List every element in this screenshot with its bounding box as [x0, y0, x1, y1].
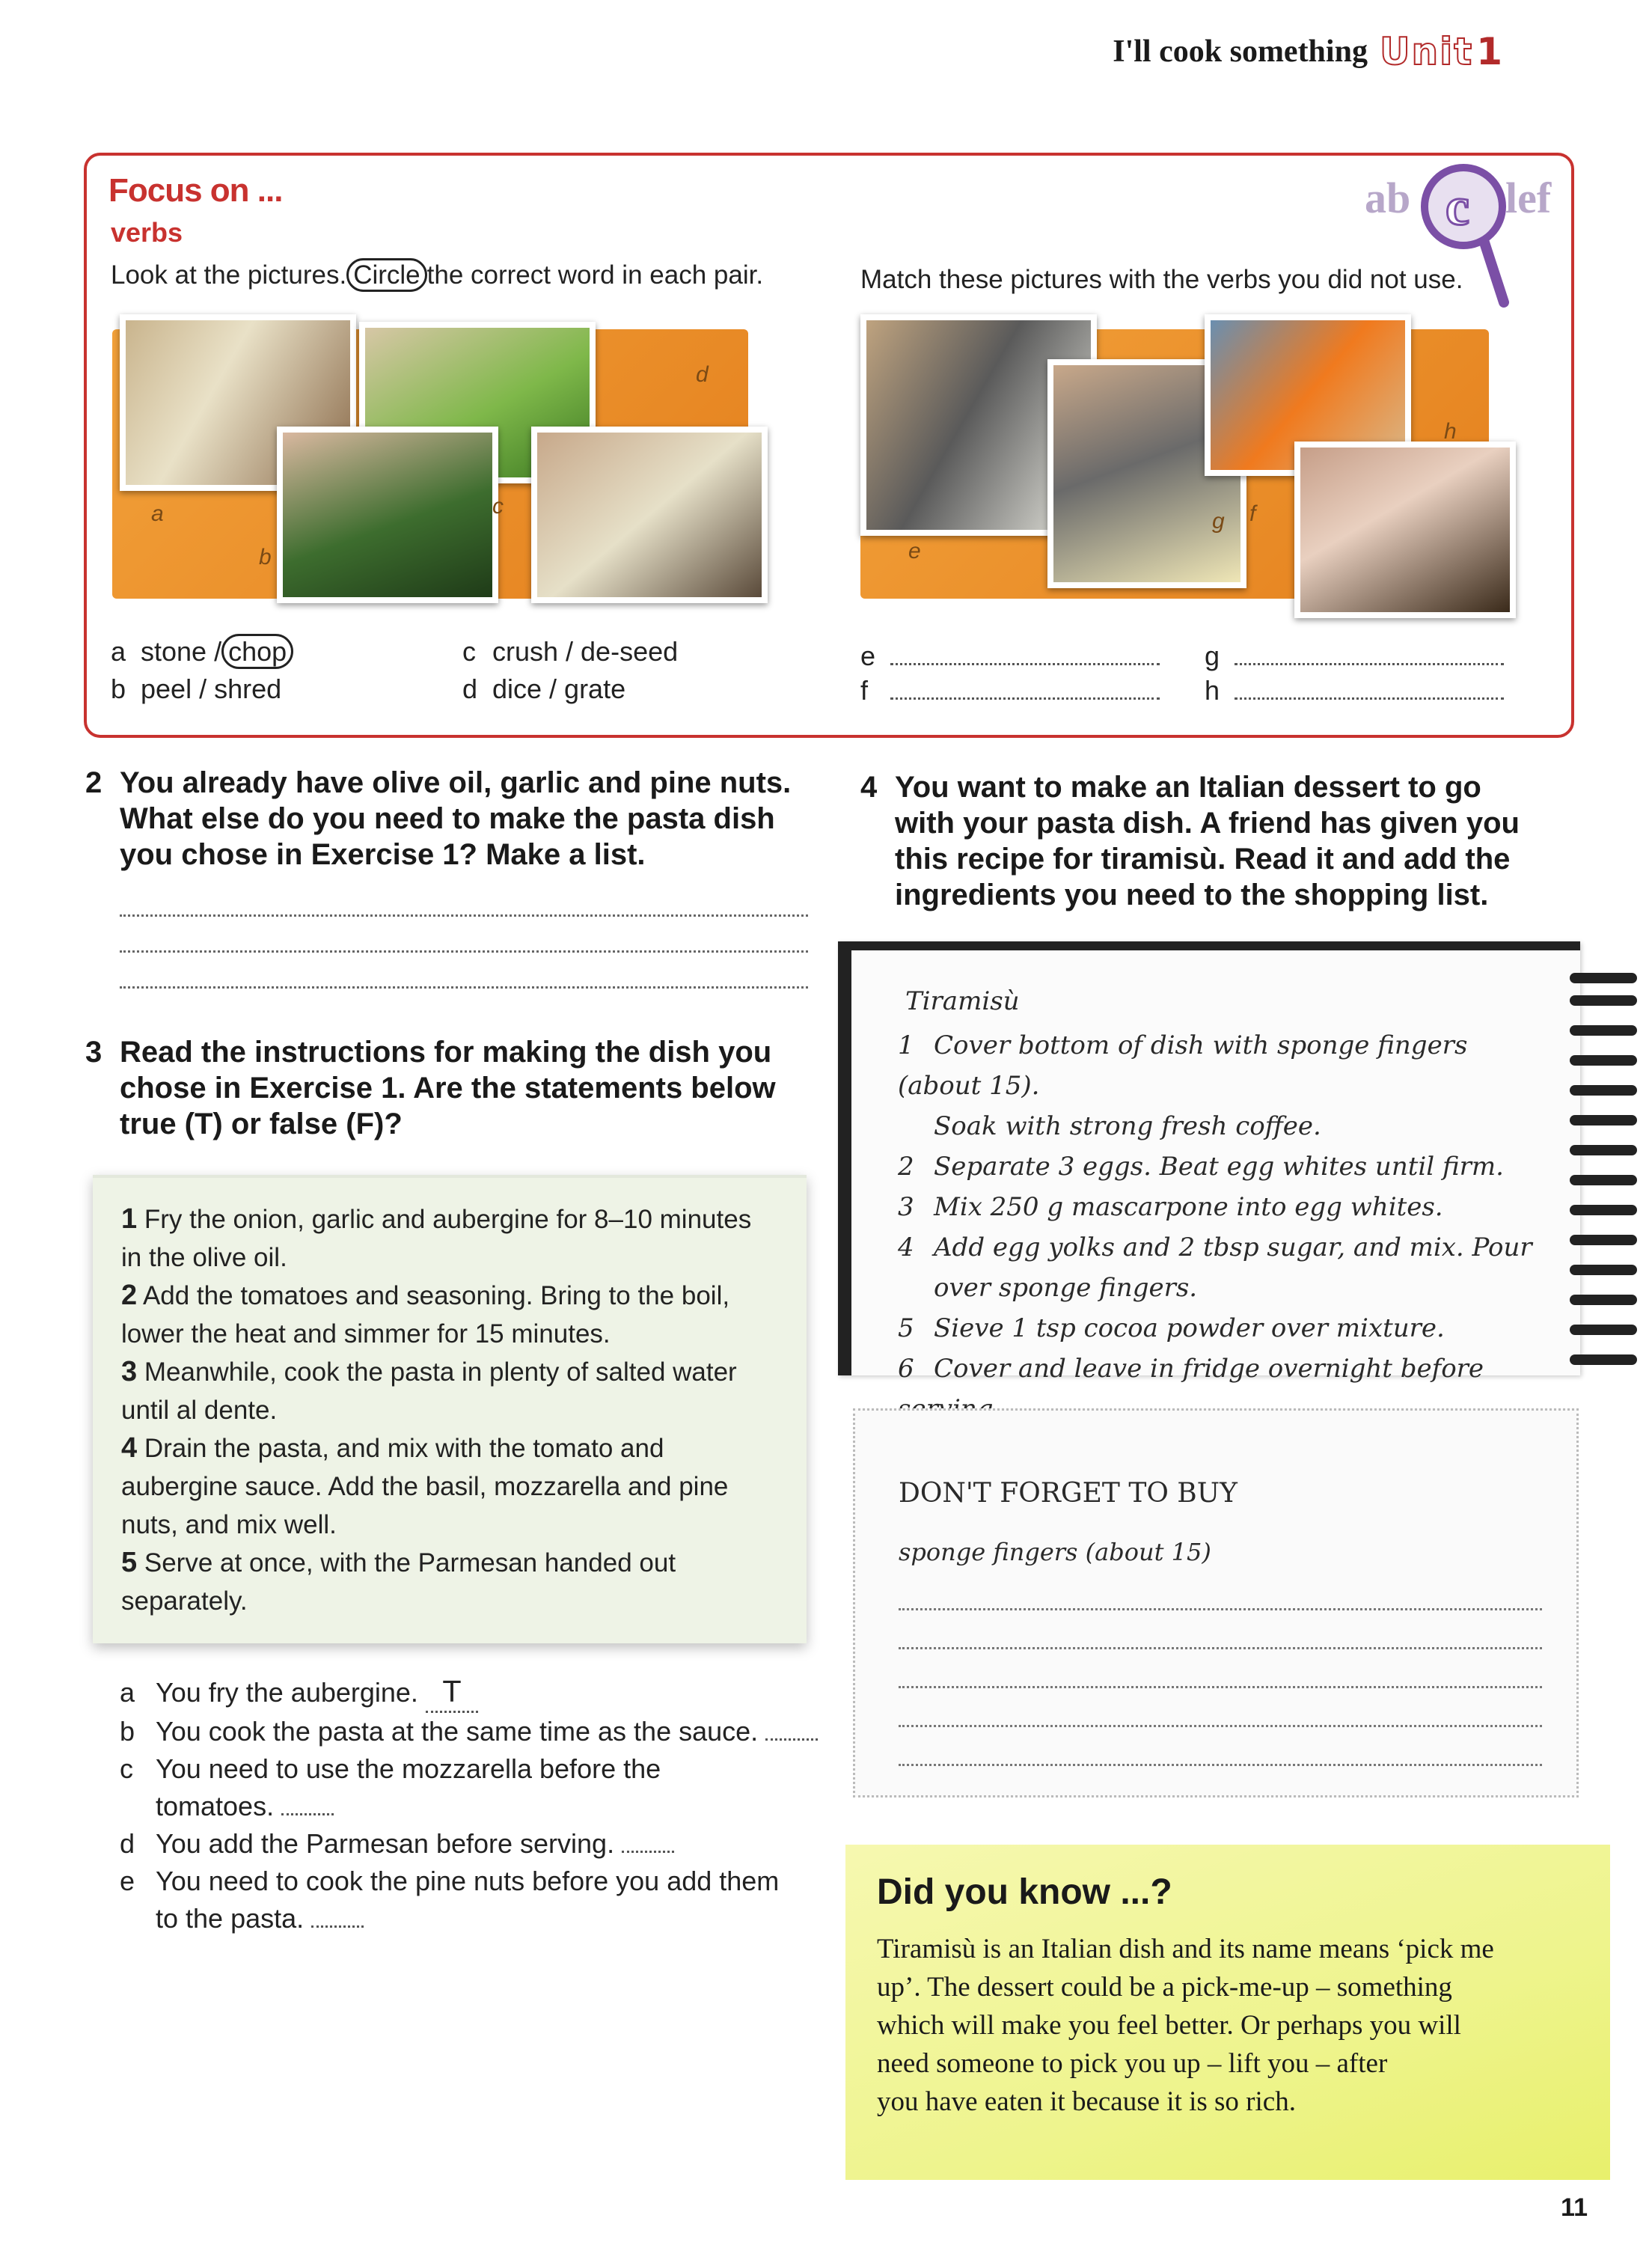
exercise-2 — [85, 765, 823, 873]
step-number: 2 — [898, 1152, 914, 1182]
shopping-item-1: sponge fingers (about 15) — [899, 1538, 1211, 1566]
statement-letter: d — [120, 1828, 135, 1859]
page-number: 11 — [1561, 2193, 1588, 2222]
unit-word: Unit — [1379, 30, 1474, 73]
did-you-know-line: need someone to pick you up – lift you – after — [877, 2048, 1388, 2079]
recipe-step-4 — [898, 1227, 1556, 1308]
recipe-step-3 — [898, 1187, 1556, 1227]
step-text: Cover bottom of dish with sponge fingers (about 15). — [898, 1030, 1468, 1101]
pair-b-text: peel / shred — [141, 674, 282, 704]
header-title: I'll cook something — [1113, 34, 1368, 69]
instruction-text: aubergine sauce. Add the basil, mozzarella and pine — [121, 1472, 729, 1501]
instr-left-pre: Look at the pictures. — [111, 260, 347, 290]
statement-c — [120, 1750, 823, 1825]
photo-letter-c: c — [492, 494, 504, 519]
exercise-2-answer-line-3[interactable] — [120, 986, 808, 989]
instruction-1 — [121, 1200, 795, 1277]
instruction-text: separately. — [121, 1586, 248, 1616]
pair-c-text: crush / de-seed — [492, 636, 679, 667]
page-header — [1113, 30, 1502, 73]
logo-left-text: ab — [1365, 174, 1411, 222]
exercise-4-line: You want to make an Italian dessert to go — [895, 771, 1481, 804]
shopping-line-4[interactable] — [899, 1725, 1542, 1727]
did-you-know-line: which will make you feel better. Or perhaps you will — [877, 2010, 1461, 2041]
step-number: 6 — [898, 1354, 914, 1384]
recipe-steps — [898, 1025, 1556, 1429]
pair-a-option2-circled: chop — [221, 634, 293, 669]
statement-letter: b — [120, 1716, 135, 1747]
focus-left-instruction — [111, 260, 763, 290]
instruction-3 — [121, 1353, 795, 1429]
instruction-text: Meanwhile, cook the pasta in plenty of salted water — [144, 1357, 737, 1387]
instruction-2 — [121, 1277, 795, 1353]
step-number: 3 — [898, 1192, 914, 1222]
photo-letter-f: f — [1249, 501, 1256, 526]
instruction-text: nuts, and mix well. — [121, 1510, 337, 1539]
statement-b-answer[interactable] — [765, 1738, 818, 1741]
pair-letter: d — [462, 674, 478, 704]
statement-letter: c — [120, 1753, 133, 1784]
statement-c-answer[interactable] — [281, 1813, 334, 1815]
exercise-4 — [860, 769, 1568, 913]
statement-text: You cook the pasta at the same time as the sauce. — [156, 1716, 759, 1747]
match-e — [860, 641, 1160, 672]
photo-letter-d: d — [696, 362, 709, 387]
statement-a — [120, 1673, 823, 1713]
exercise-2-answer-line-1[interactable] — [120, 914, 808, 917]
photo-h-stoning-avocado — [1294, 442, 1516, 618]
exercise-3-line: true (T) or false (F)? — [120, 1108, 403, 1140]
did-you-know-title: Did you know ...? — [877, 1872, 1172, 1912]
step-text: Mix 250 g mascarpone into egg whites. — [934, 1192, 1443, 1222]
instruction-number: 5 — [121, 1547, 138, 1578]
match-f — [860, 675, 1160, 706]
match-g-answer-line[interactable] — [1235, 663, 1504, 665]
statement-b — [120, 1713, 823, 1750]
match-letter: g — [1205, 641, 1220, 671]
match-letter: e — [860, 641, 876, 671]
instruction-text: Serve at once, with the Parmesan handed out — [144, 1548, 676, 1577]
exercise-2-line: you chose in Exercise 1? Make a list. — [120, 838, 646, 871]
did-you-know-line: Tiramisù is an Italian dish and its name means ‘pick me — [877, 1934, 1494, 1964]
pair-b[interactable] — [111, 674, 281, 705]
unit-number: 1 — [1476, 30, 1502, 73]
focus-title: Focus on ... — [108, 172, 283, 209]
exercise-3-number: 3 — [85, 1036, 103, 1069]
focus-right-instruction: Match these pictures with the verbs you did not use. — [860, 265, 1463, 294]
pair-letter: a — [111, 636, 126, 667]
shopping-line-1[interactable] — [899, 1608, 1542, 1610]
pasta-instructions — [121, 1200, 795, 1620]
pair-a[interactable] — [111, 636, 293, 668]
pair-c[interactable] — [462, 636, 678, 668]
statement-text: to the pasta. — [156, 1903, 305, 1934]
step-text: Sieve 1 tsp cocoa powder over mixture. — [934, 1313, 1445, 1343]
step-text: over sponge fingers. — [934, 1273, 1198, 1303]
exercise-4-line: with your pasta dish. A friend has given you — [895, 807, 1520, 840]
statement-a-answer[interactable]: T — [426, 1673, 478, 1713]
photo-letter-e: e — [908, 539, 921, 563]
instruction-number: 4 — [121, 1432, 138, 1464]
exercise-4-line: ingredients you need to the shopping list. — [895, 879, 1489, 911]
statement-text: You need to use the mozzarella before the — [156, 1753, 661, 1784]
statement-text: You need to cook the pine nuts before you add them — [156, 1866, 780, 1896]
instruction-number: 2 — [121, 1280, 138, 1311]
unit-badge — [1380, 30, 1502, 73]
exercise-2-number: 2 — [85, 766, 103, 799]
statement-letter: a — [120, 1677, 135, 1708]
logo-right-text: lef — [1505, 174, 1552, 222]
statement-d-answer[interactable] — [622, 1851, 674, 1853]
exercise-3 — [85, 1034, 823, 1142]
exercise-3-line: chose in Exercise 1. Are the statements below — [120, 1072, 776, 1105]
pair-letter: b — [111, 674, 126, 704]
step-text: Cover and leave in fridge overnight before — [934, 1354, 1484, 1384]
did-you-know-line: up’. The dessert could be a pick-me-up – something — [877, 1972, 1452, 2003]
photo-c-shredding-basil — [277, 427, 498, 603]
shopping-line-3[interactable] — [899, 1686, 1542, 1688]
exercise-4-number: 4 — [860, 771, 878, 804]
statement-letter: e — [120, 1866, 135, 1896]
statement-text: tomatoes. — [156, 1791, 275, 1821]
step-text: Add egg yolks and 2 tbsp sugar, and mix. Pour — [934, 1233, 1532, 1262]
instruction-4 — [121, 1429, 795, 1544]
photo-letter-a: a — [151, 501, 164, 526]
instruction-number: 3 — [121, 1356, 138, 1387]
instruction-text: Drain the pasta, and mix with the tomato and — [144, 1434, 664, 1463]
did-you-know-box — [845, 1845, 1610, 2180]
right-photo-collage — [860, 314, 1534, 614]
exercise-4-line: this recipe for tiramisù. Read it and add the — [895, 843, 1511, 876]
pair-letter: c — [462, 636, 476, 667]
pair-d[interactable] — [462, 674, 625, 705]
instruction-text: Add the tomatoes and seasoning. Bring to the boil, — [142, 1281, 730, 1310]
instruction-text: lower the heat and simmer for 15 minutes. — [121, 1319, 611, 1348]
statement-e-answer[interactable] — [311, 1925, 364, 1928]
logo-middle-text: c — [1446, 177, 1469, 236]
statement-text: You add the Parmesan before serving. — [156, 1828, 615, 1859]
match-f-answer-line[interactable] — [890, 697, 1160, 700]
instruction-number: 1 — [121, 1203, 138, 1235]
match-h — [1205, 675, 1504, 706]
statement-text: You fry the aubergine. — [156, 1677, 418, 1708]
instruction-text: Fry the onion, garlic and aubergine for 8–10 minutes — [144, 1205, 752, 1234]
did-you-know-text — [877, 1930, 1595, 2121]
shopping-line-2[interactable] — [899, 1647, 1542, 1649]
photo-letter-g: g — [1212, 509, 1225, 534]
instr-left-post: the correct word in each pair. — [426, 260, 764, 290]
instruction-5 — [121, 1544, 795, 1620]
instruction-text: in the olive oil. — [121, 1243, 287, 1272]
exercise-2-line: What else do you need to make the pasta dish — [120, 802, 775, 835]
recipe-step-5 — [898, 1308, 1556, 1348]
true-false-statements — [120, 1673, 823, 1937]
left-photo-collage — [112, 314, 786, 614]
match-letter: h — [1205, 675, 1220, 706]
notebook-spiral-binding — [1570, 973, 1645, 1362]
match-h-answer-line[interactable] — [1235, 697, 1504, 700]
photo-letter-h: h — [1444, 419, 1457, 444]
statement-d — [120, 1825, 823, 1863]
exercise-2-answer-line-2[interactable] — [120, 950, 808, 953]
photo-d-dicing-aubergine — [531, 427, 768, 603]
recipe-title: Tiramisù — [905, 986, 1020, 1016]
step-number: 4 — [898, 1233, 914, 1262]
statement-e — [120, 1863, 823, 1937]
match-letter: f — [860, 675, 869, 706]
shopping-list-title: DON'T FORGET TO BUY — [899, 1478, 1238, 1509]
match-e-answer-line[interactable] — [890, 663, 1160, 665]
match-g — [1205, 641, 1504, 672]
step-text: Separate 3 eggs. Beat egg whites until firm. — [934, 1152, 1504, 1182]
shopping-line-5[interactable] — [899, 1764, 1542, 1766]
step-number: 1 — [898, 1030, 914, 1060]
shopping-list — [853, 1408, 1579, 1797]
pair-d-text: dice / grate — [492, 674, 626, 704]
instruction-text: until al dente. — [121, 1396, 278, 1425]
pair-a-option1: stone / — [141, 636, 222, 667]
recipe-step-2 — [898, 1146, 1556, 1187]
did-you-know-line: you have eaten it because it is so rich. — [877, 2086, 1296, 2117]
step-text: Soak with strong fresh coffee. — [934, 1111, 1321, 1141]
recipe-step-1 — [898, 1025, 1556, 1146]
instr-left-circle-word: Circle — [346, 258, 426, 292]
photo-letter-b: b — [259, 545, 272, 569]
exercise-2-line: You already have olive oil, garlic and pine nuts. — [120, 766, 792, 799]
focus-subtitle: verbs — [111, 217, 183, 248]
step-number: 5 — [898, 1313, 914, 1343]
exercise-3-line: Read the instructions for making the dish you — [120, 1036, 772, 1069]
